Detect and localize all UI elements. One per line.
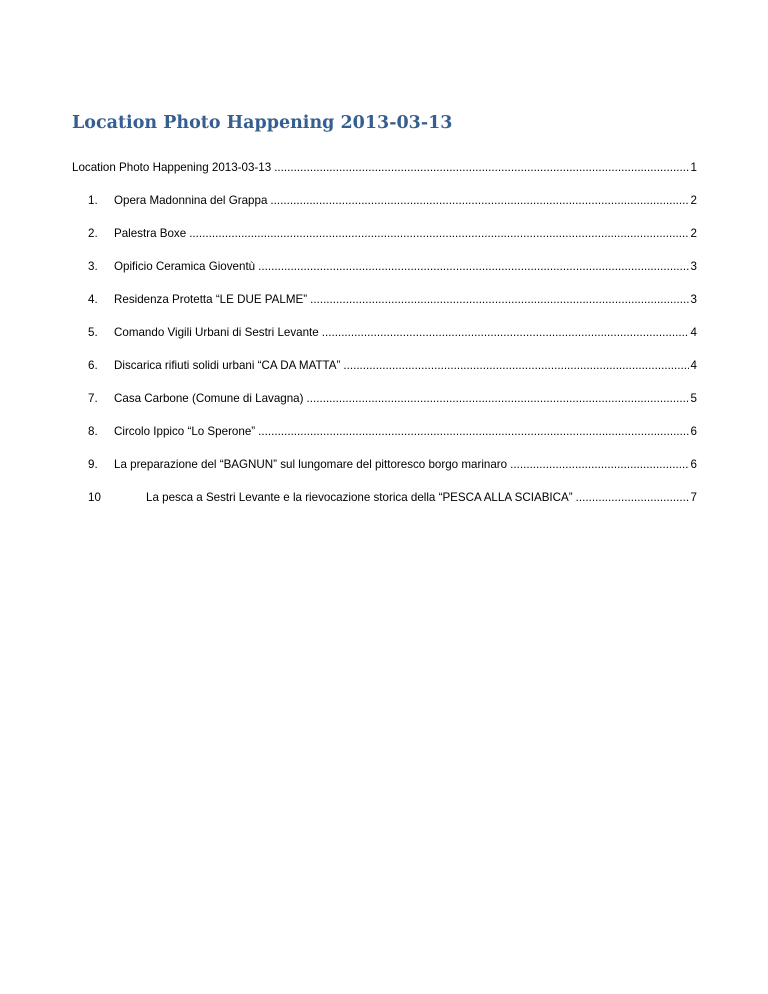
toc-entry-7[interactable] (72, 391, 697, 406)
toc-entry-number: 9. (88, 458, 98, 471)
toc-dot-leader (274, 160, 688, 175)
document-title: Location Photo Happening 2013-03-13 (72, 113, 453, 133)
toc-entry-number: 6. (88, 359, 98, 372)
toc-page-number: 2 (690, 227, 697, 240)
toc-entry-10[interactable] (72, 490, 697, 505)
toc-page-number: 4 (690, 326, 697, 339)
toc-dot-leader (258, 424, 688, 439)
toc-entry-4[interactable] (72, 292, 697, 307)
toc-entry-text: Residenza Protetta “LE DUE PALME” (114, 293, 308, 306)
toc-page-number: 3 (690, 293, 697, 306)
toc-entry-text: Opificio Ceramica Gioventù (114, 260, 256, 273)
table-of-contents (72, 160, 697, 523)
toc-entry-3[interactable] (72, 259, 697, 274)
toc-entry-text: Discarica rifiuti solidi urbani “CA DA MATTA” (114, 359, 341, 372)
toc-entry-number: 10 (88, 491, 101, 504)
toc-entry-8[interactable] (72, 424, 697, 439)
toc-entry-5[interactable] (72, 325, 697, 340)
toc-entry-text: Comando Vigili Urbani di Sestri Levante (114, 326, 319, 339)
toc-page-number: 3 (690, 260, 697, 273)
toc-dot-leader (510, 457, 688, 472)
toc-entry-9[interactable] (72, 457, 697, 472)
toc-dot-leader (306, 391, 688, 406)
toc-entry-number: 5. (88, 326, 98, 339)
toc-page-number: 1 (690, 161, 697, 174)
toc-page-number: 2 (690, 194, 697, 207)
toc-entry-2[interactable] (72, 226, 697, 241)
toc-page-number: 4 (690, 359, 697, 372)
toc-page-number: 6 (690, 425, 697, 438)
toc-entry-text: Opera Madonnina del Grappa (114, 194, 268, 207)
toc-page-number: 6 (690, 458, 697, 471)
toc-dot-leader (258, 259, 688, 274)
toc-dot-leader (310, 292, 688, 307)
toc-entry-1[interactable] (72, 193, 697, 208)
toc-entry-text: La pesca a Sestri Levante e la rievocazione storica della “PESCA ALLA SCIABICA” (146, 491, 573, 504)
toc-dot-leader (189, 226, 688, 241)
toc-entry-text: Casa Carbone (Comune di Lavagna) (114, 392, 304, 405)
toc-page-number: 7 (690, 491, 697, 504)
toc-page-number: 5 (690, 392, 697, 405)
toc-entry-main[interactable] (72, 160, 697, 175)
toc-entry-number: 2. (88, 227, 98, 240)
toc-entry-text: Palestra Boxe (114, 227, 187, 240)
toc-entry-number: 8. (88, 425, 98, 438)
toc-dot-leader (576, 490, 689, 505)
toc-entry-6[interactable] (72, 358, 697, 373)
toc-dot-leader (322, 325, 689, 340)
toc-entry-text: La preparazione del “BAGNUN” sul lungomare del pittoresco borgo marinaro (114, 458, 508, 471)
toc-dot-leader (343, 358, 688, 373)
toc-entry-number: 4. (88, 293, 98, 306)
toc-entry-text: Circolo Ippico “Lo Sperone” (114, 425, 256, 438)
toc-dot-leader (270, 193, 688, 208)
toc-entry-number: 3. (88, 260, 98, 273)
toc-entry-number: 7. (88, 392, 98, 405)
toc-entry-text: Location Photo Happening 2013-03-13 (72, 161, 272, 174)
toc-entry-number: 1. (88, 194, 98, 207)
